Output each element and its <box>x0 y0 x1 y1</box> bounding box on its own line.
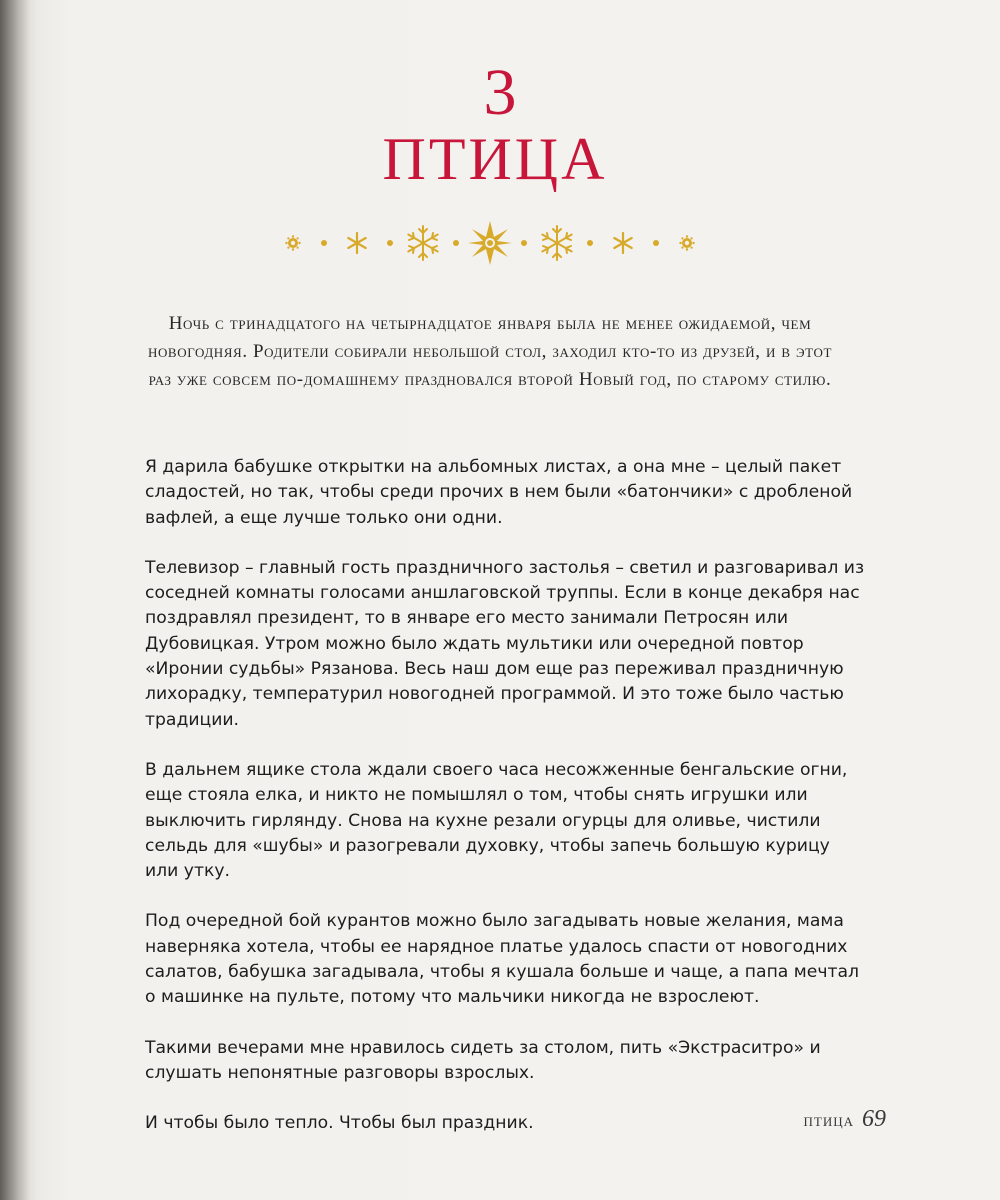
running-title: птица <box>803 1110 854 1131</box>
chapter-title: ПТИЦА <box>382 126 608 192</box>
paragraph: Телевизор – главный гость праздничного застолья – светил и разговаривал из соседней комнаты голосами аншлаговской труппы. Если в конце декабря нас поздравлял президент, то в январе его место занимали Петросян или Дубовицкая. Утром можно было ждать мультики или очередной повтор «Иронии судьбы» Рязанова. Весь наш дом еще раз переживал праздничную лихорадку, температурил новогодней программой. И это тоже было частью традиции. <box>145 557 865 730</box>
chapter-intro: Ночь с тринадцатого на четырнадцатое января была не менее ожидаемой, чем новогодняя. Родители собирали небольшой стол, заходил кто-то из друзей, и в этот раз уже совсем по-домашнему праздновался второй Новый год, по старому стилю. <box>147 313 833 390</box>
paragraph: И чтобы было тепло. Чтобы был праздник. <box>145 1113 534 1134</box>
running-footer <box>804 1106 887 1133</box>
page-number: 69 <box>862 1106 886 1132</box>
paragraph: Такими вечерами мне нравилось сидеть за столом, пить «Экстраситро» и слушать непонятные разговоры взрослых. <box>145 1037 821 1083</box>
paragraph: Я дарила бабушке открытки на альбомных листах, а она мне – целый пакет сладостей, но так, чтобы среди прочих в нем были «батончики» с дробленой вафлей, а еще лучше только они одни. <box>145 457 853 528</box>
snowflake-ornament-icon <box>280 214 700 272</box>
paragraph: В дальнем ящике стола ждали своего часа несожженные бенгальские огни, еще стояла елка, и никто не помышлял о том, чтобы снять игрушки или выключить гирлянду. Снова на кухне резали огурцы для оливье, чистили сельдь для «шубы» и разогревали духовку, чтобы запечь большую курицу или утку. <box>145 759 848 882</box>
paragraph: Под очередной бой курантов можно было загадывать новые желания, мама наверняка хотела, чтобы ее нарядное платье удалось спасти от новогодних салатов, бабушка загадывала, чтобы я кушала больше и чаще, а папа мечтал о машинке на пульте, потому что мальчики никогда не взрослеют. <box>145 911 860 1008</box>
chapter-body <box>145 455 865 1162</box>
chapter-number: 3 <box>483 56 517 129</box>
